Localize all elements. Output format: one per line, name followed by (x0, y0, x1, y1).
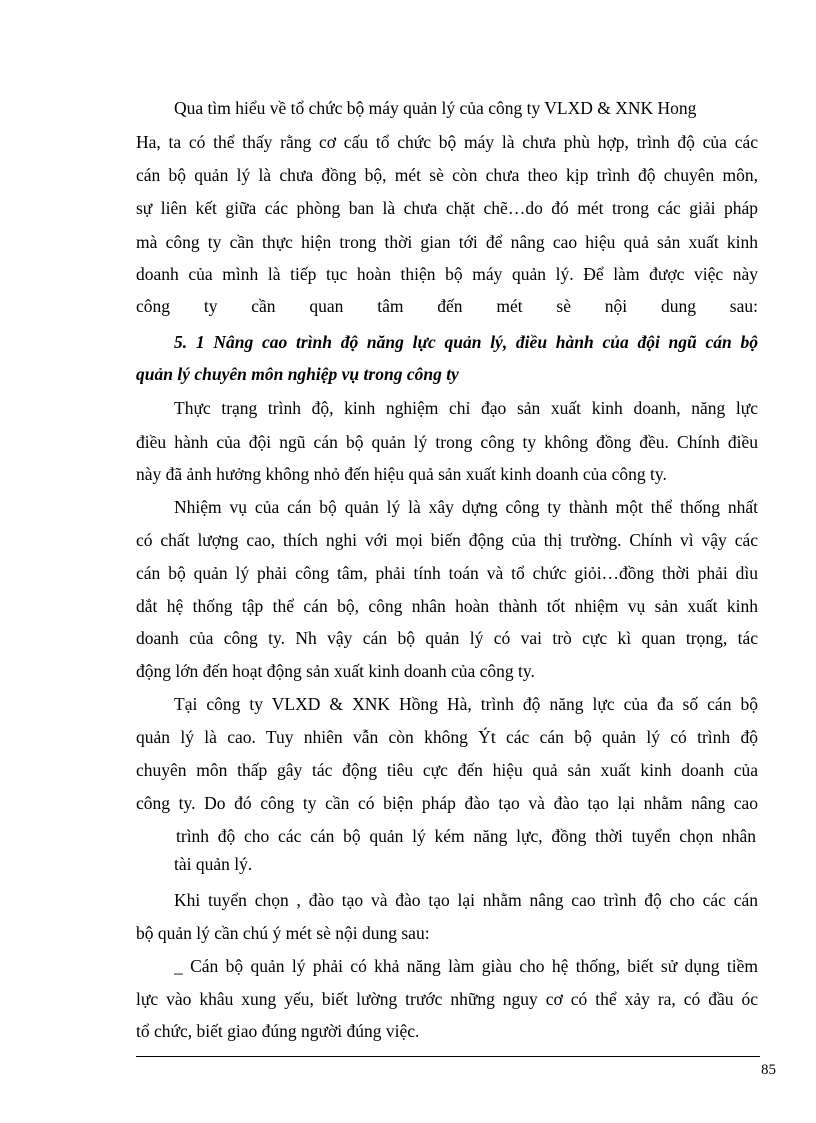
body-line: Ha, ta có thể thấy rằng cơ cấu tổ chức bộ máy là chưa phù hợp, trình độ của các (136, 132, 758, 152)
body-line: điều hành của đội ngũ cán bộ quản lý trong công ty không đồng đều. Chính điều (136, 432, 758, 452)
body-line: này đã ảnh hưởng không nhỏ đến hiệu quả sản xuất kinh doanh của công ty. (136, 464, 667, 484)
body-line: động lớn đến hoạt động sản xuất kinh doanh của công ty. (136, 661, 535, 681)
body-line: Nhiệm vụ của cán bộ quản lý là xây dựng công ty thành một thể thống nhất (174, 497, 758, 517)
body-line: Qua tìm hiểu về tổ chức bộ máy quản lý của công ty VLXD & XNK Hong (174, 98, 697, 118)
body-line: cán bộ quản lý phải công tâm, phải tính toán và tổ chức giỏi…đồng thời phải dìu (136, 563, 758, 583)
section-heading: 5. 1 Nâng cao trình độ năng lực quản lý, điều hành của đội ngũ cán bộ (174, 332, 758, 352)
body-line: dắt hệ thống tập thể cán bộ, công nhân hoàn thành tốt nhiệm vụ sản xuất kinh (136, 596, 758, 616)
body-line: Tại công ty VLXD & XNK Hồng Hà, trình độ năng lực của đa số cán bộ (174, 694, 758, 714)
footer-divider (136, 1056, 760, 1057)
body-line: chuyên môn thấp gây tác động tiêu cực đến hiệu quả sản xuất kinh doanh của (136, 760, 758, 780)
body-line: tài quản lý. (174, 854, 253, 874)
section-heading: quản lý chuyên môn nghiệp vụ trong công ty (136, 364, 459, 384)
body-line: quản lý là cao. Tuy nhiên vẫn còn không Ýt các cán bộ quản lý có trình độ (136, 727, 758, 747)
body-line: sự liên kết giữa các phòng ban là chưa chặt chẽ…do đó mét trong các giải pháp (136, 198, 758, 218)
page-number: 85 (761, 1062, 776, 1078)
body-line: công ty cần quan tâm đến mét sè nội dung sau: (136, 296, 758, 316)
body-line: có chất lượng cao, thích nghi với mọi biến động của thị trường. Chính vì vậy các (136, 530, 758, 550)
body-line: Khi tuyển chọn , đào tạo và đào tạo lại nhằm nâng cao trình độ cho các cán (174, 890, 758, 910)
body-line: bộ quản lý cần chú ý mét sè nội dung sau: (136, 923, 430, 943)
body-line: công ty. Do đó công ty cần có biện pháp đào tạo và đào tạo lại nhằm nâng cao (136, 793, 758, 813)
body-line: trình độ cho các cán bộ quản lý kém năng lực, đồng thời tuyển chọn nhân (176, 826, 756, 846)
body-line: doanh của mình là tiếp tục hoàn thiện bộ máy quản lý. Để làm được việc này (136, 264, 758, 284)
body-line: cán bộ quản lý là chưa đồng bộ, mét sè còn chưa theo kịp trình độ chuyên môn, (136, 165, 758, 185)
list-item: _ Cán bộ quản lý phải có khả năng làm giàu cho hệ thống, biết sử dụng tiềm (174, 956, 758, 976)
body-line: Thực trạng trình độ, kinh nghiệm chỉ đạo sản xuất kinh doanh, năng lực (174, 398, 758, 418)
body-line: doanh của công ty. Nh vậy cán bộ quản lý có vai trò cực kì quan trọng, tác (136, 628, 758, 648)
body-line: lực vào khâu xung yếu, biết lường trước những nguy cơ có thể xảy ra, có đầu óc (136, 989, 758, 1009)
body-line: mà công ty cần thực hiện trong thời gian tới để nâng cao hiệu quả sản xuất kinh (136, 232, 758, 252)
body-line: tổ chức, biết giao đúng người đúng việc. (136, 1021, 420, 1041)
